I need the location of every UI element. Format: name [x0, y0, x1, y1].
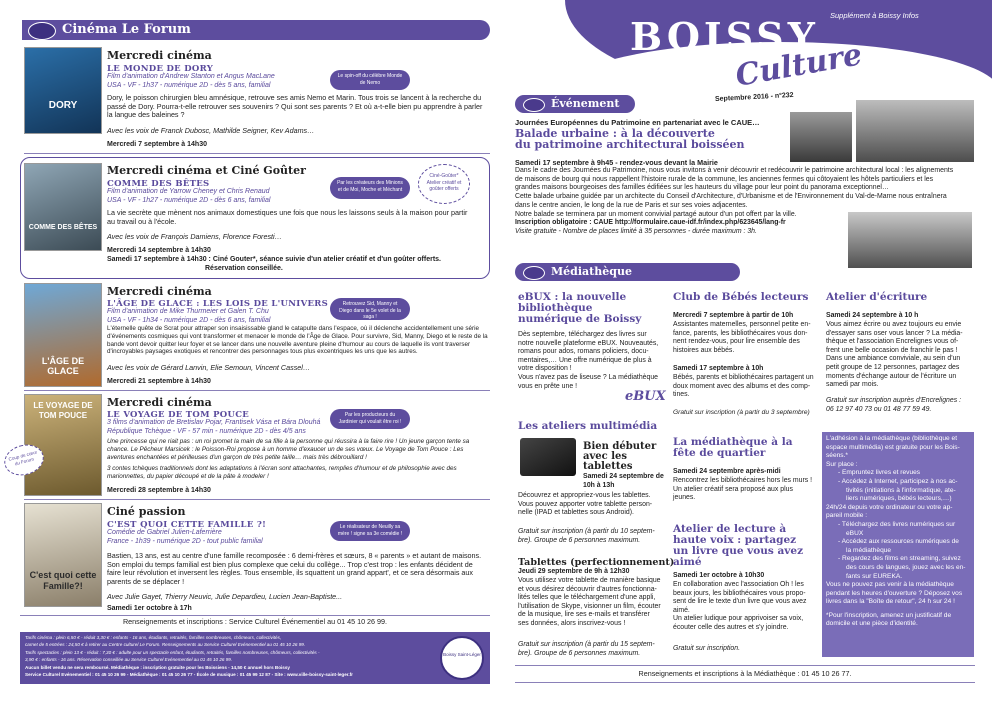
infobox-line: liers numériques, bébés lecteurs,…)	[846, 495, 952, 503]
tarifs-line: 3,90 € : enfants - 16 ans. Réservation conseillée au Service Culturel Evénementiel au 01 45 10 26 99.	[25, 657, 233, 663]
star-icon	[523, 98, 545, 112]
event-date: Samedi 17 septembre à 9h45 - rendez-vous devant la Mairie	[515, 158, 718, 167]
infobox-line: tivités (initiations à l'informatique, ate-	[846, 486, 956, 494]
infobox-line: - Regardez des films en streaming, suivez	[838, 555, 961, 563]
film-title: LE VOYAGE DE TOM POUCE	[107, 410, 250, 420]
tablet-photo	[520, 438, 576, 476]
infobox-line: pareil mobile :	[826, 512, 868, 520]
bebes-text-1	[673, 321, 823, 355]
tarifs-line: carnet de 5 entrées : 24,50 € à retirer au Centre culturel Le Forum. Renseignements au Service Culturel Evénementiel au 01 45 10 26 99.	[25, 642, 306, 648]
perf-line: lités telles que le téléchargement d'une appli,	[518, 594, 656, 602]
event-kicker: Journées Européennes du Patrimoine en partenariat avec le CAUE…	[515, 118, 760, 127]
event-inscription: Inscription obligatoire : CAUE http://formulaire.caue-idf.fr/index.php/623645/lang-fr	[515, 219, 786, 227]
lecture-note: Gratuit sur inscription.	[673, 645, 741, 652]
film-date: Mercredi 28 septembre à 14h30	[107, 487, 211, 494]
perf-note-line: bre). Groupe de 6 personnes maximum.	[518, 649, 641, 657]
bebes-line: histoires aux bébés.	[673, 346, 735, 354]
lecture-title-line: Atelier de lecture à	[673, 523, 787, 535]
film-meta-line: République Tchèque - VF - 57 min - numérique 2D - dès 4/5 ans	[107, 427, 306, 435]
film-meta-line: Film d'animation de Mike Thurmeier et Galen T. Chu	[107, 308, 269, 315]
infobox-line: - Téléchargez des livres numériques sur	[838, 520, 956, 528]
ecriture-line: Dans une ambiance conviviale, au sein d'un	[826, 355, 961, 363]
tablettes-note	[518, 528, 668, 545]
adhesion-text	[826, 435, 972, 629]
ecriture-line: moments d'échange autour de l'écriture un	[826, 372, 957, 380]
ebux-line: vous en prête une !	[518, 382, 577, 390]
ebux-line: mentaires,… Une offre numérique de plus à	[518, 356, 652, 364]
infobox-line: pendant les heures d'ouverture ? Déposez vos	[826, 589, 963, 597]
bebes-line: tines.	[673, 391, 690, 399]
ebux-title	[518, 292, 668, 325]
film-bubble: Le spin-off du célèbre Monde de Nemo	[330, 70, 410, 90]
infobox-line: L'adhésion à la médiathèque (bibliothèque et	[826, 435, 958, 442]
film-description-2: 3 contes tchèques traditionnels dont les adaptations à l'écran sont attachantes, remplies d'humour et de philosophie avec des marionnettes, du papier découpé et de la pâte à modeler !	[107, 465, 457, 480]
ebux-logo: eBUX	[625, 389, 666, 404]
tablettes-title-line: avec les	[583, 451, 628, 462]
tablettes-line: Vous pouvez apporter votre tablette person-	[518, 500, 653, 508]
ebux-line: notre nouvelle plateforme eBUX. Nouveautés,	[518, 339, 659, 347]
perf-line: Vous utilisez votre tablette de manière basique	[518, 577, 661, 584]
coup-de-coeur-stamp: Coup de cœur du Forum	[1, 440, 47, 479]
film-description: La vie secrète que mènent nos animaux domestiques une fois que nous les laissons seuls à la maison pour partir au travail ou à l'école.	[107, 208, 468, 226]
poster-age-de-glace	[24, 283, 102, 387]
perf-date: Jeudi 29 septembre de 9h à 12h30	[518, 568, 630, 575]
poster-comme-des-betes	[24, 163, 102, 251]
film-bubble: Le réalisateur de Neuilly sa mère ! signe sa 3e comédie !	[330, 521, 410, 541]
infobox-line: la médiathèque	[846, 546, 892, 554]
lecture-title-line: aimé	[673, 556, 702, 568]
tarifs-line: Aucun billet vendu ne sera remboursé. Médiathèque : inscription gratuite pour les Boissiens - 14,50 € annuel hors Boissy	[25, 664, 290, 670]
ebux-line: votre disposition !	[518, 365, 572, 373]
mediatheque-title: Médiathèque	[551, 265, 632, 278]
photo-house-1	[790, 112, 852, 162]
film-bubble: Par les producteurs du Jardinier qui voulait être roi !	[330, 409, 410, 429]
film-meta	[107, 419, 332, 436]
ecriture-note	[826, 397, 976, 414]
bebes-title: Club de Bébés lecteurs	[673, 291, 809, 303]
tablettes-title	[583, 442, 656, 472]
contact-line: Service Culturel Evénementiel : 01 45 10 26 99 - Médiathèque : 01 45 10 26 77 - École de musique : 01 45 99 12 87 - Site : www.ville-boissy-saint-leger.fr	[25, 672, 353, 678]
poster-label: LE VOYAGE DE TOM POUCE	[33, 401, 93, 420]
infobox-line: Sur place :	[826, 460, 858, 468]
poster-dory	[24, 47, 102, 134]
fete-title	[673, 437, 793, 459]
ebux-line: Dès septembre, téléchargez des livres sur	[518, 331, 647, 338]
tablettes-date: Samedi 24 septembre de 10h à 13h	[583, 473, 664, 489]
film-heading: Mercredi cinéma	[107, 285, 212, 298]
divider	[24, 499, 490, 500]
film-date-gouter: Samedi 17 septembre à 14h30 : Ciné Gouter*, séance suivie d'un atelier créatif et d'un goûter offerts.	[107, 256, 441, 263]
ebux-title-line: numérique de Boissy	[518, 313, 642, 325]
film-heading: Mercredi cinéma et Ciné Goûter	[107, 164, 306, 177]
event-title-2: du patrimoine architectural boisséen	[515, 138, 745, 151]
poster-label: COMME DES BÊTES	[28, 224, 98, 231]
film-meta-line: France - 1h39 - numérique 2D - tout public familial	[107, 537, 263, 545]
event-line: Dans le cadre des Journées du Patrimoine, nous vous invitons à venir découvrir et redécouvrir le patrimoine architectural local : les alignements	[515, 167, 954, 174]
film-date: Mercredi 7 septembre à 14h30	[107, 141, 207, 148]
film-meta-line: USA - VF - 1h27 - numérique 2D - dès 6 ans, familial	[107, 196, 271, 204]
bebes-line: nent rendez-vous, pour lire ensemble des	[673, 338, 800, 346]
film-meta-line: USA - VF - 1h34 - numérique 2D - dès 6 ans, familial	[107, 316, 271, 324]
tablettes-title-line: Bien débuter	[583, 441, 657, 452]
film-description: Dory, le poisson chirurgien bleu amnésique, retrouve ses amis Nemo et Marin. Tous trois se lancent à la recherche du passé de Dory. Pourra-t-elle retrouver ses souvenirs ? Qui sont ses parents ? Et où a-t-elle bien pu apprendre à parler la langue des baleines ?	[107, 93, 483, 120]
film-title: COMME DES BÊTES	[107, 179, 210, 189]
event-line: grandes maisons bourgeoises des familles édifiées sur les hauteurs du village pour leur point du panorama exceptionnel…	[515, 184, 889, 192]
lecture-title	[673, 524, 803, 568]
lecture-line: Un atelier ludique pour apprivoiser sa voix,	[673, 615, 804, 623]
film-heading: Mercredi cinéma	[107, 49, 212, 62]
divider	[24, 153, 490, 154]
tablettes-line: nelle (IPAD et tablettes sous Android).	[518, 509, 634, 517]
lecture-line: En collaboration avec l'association Oh ! les	[673, 581, 804, 588]
poster-cest-quoi-cette-famille	[24, 503, 102, 607]
film-bubble: Retrouvez Sid, Manny et Diego dans le 5e volet de la saga !	[330, 298, 410, 320]
infobox-line: eBUX	[846, 529, 864, 537]
ecriture-title: Atelier d'écriture	[826, 291, 928, 303]
film-reel-icon	[28, 22, 56, 40]
lecture-line: beaux jours, les bibliothécaires vous propo-	[673, 589, 806, 597]
film-heading: Ciné passion	[107, 505, 186, 518]
film-heading: Mercredi cinéma	[107, 396, 212, 409]
ebux-line: romans pour ados, romans policiers, docu-	[518, 348, 649, 356]
film-meta	[107, 73, 327, 90]
film-voices: Avec les voix de François Damiens, Florence Foresti…	[107, 232, 282, 241]
poster-label: L'ÂGE DE GLACE	[41, 356, 85, 376]
divider	[24, 390, 490, 391]
fete-text	[673, 477, 823, 503]
event-line: Cette balade urbaine guidée par un architecte du Conseil d'Architecture, d'Urbanisme et de l'Environnement du Val-de-Marne nous entraînera	[515, 193, 947, 201]
event-visit: Visite gratuite - Nombre de places limité à 35 personnes - durée maximum : 3h.	[515, 227, 757, 235]
bebes-date-1: Mercredi 7 septembre à partir de 10h	[673, 312, 794, 319]
infobox-line: domicile et une pièce d'identité.	[826, 620, 918, 628]
tablettes-line: Découvrez et appropriez-vous les tablettes.	[518, 492, 651, 499]
film-voices: Avec les voix de Franck Dubosc, Mathilde Seigner, Kev Adams…	[107, 126, 315, 135]
bebes-text-2	[673, 374, 823, 400]
lecture-line: sent de lire le texte d'un livre que vous avez	[673, 598, 807, 606]
book-icon	[523, 266, 545, 280]
ecriture-text	[826, 321, 976, 390]
town-logo: Boissy Saint-Léger	[440, 636, 484, 680]
film-meta-line: Film d'animation de Yarrow Cheney et Chris Renaud	[107, 188, 270, 195]
infobox-line: fants sur EUREKA.	[846, 572, 903, 580]
film-voices: Avec Julie Gayet, Thierry Neuvic, Julie Depardieu, Lucien Jean-Baptiste...	[107, 592, 343, 601]
infobox-line: des cours de langues, jouez avec les en-	[846, 563, 966, 571]
ecriture-date: Samedi 24 septembre à 10 h	[826, 312, 919, 319]
cinema-reservations: Renseignements et inscriptions : Service Culturel Événementiel au 01 45 10 26 99.	[20, 615, 490, 629]
film-meta	[107, 308, 327, 325]
ecriture-line: d'essayer sans oser vous lancer ? La média-	[826, 329, 963, 337]
film-meta	[107, 188, 327, 205]
bebes-note: Gratuit sur inscription (à partir du 3 septembre)	[673, 409, 810, 416]
tablettes-note-line: Gratuit sur inscription (à partir du 10 septem-	[518, 528, 655, 535]
ebux-title-line: bibliothèque	[518, 302, 593, 314]
lecture-text	[673, 581, 823, 633]
perf-line: de la musique, lire ses e-mails et transférer	[518, 611, 650, 619]
supplement-label: Supplément à Boissy Infos	[830, 11, 919, 20]
perf-note	[518, 641, 668, 658]
fete-line: Rencontrez les bibliothécaires hors les murs !	[673, 477, 813, 484]
ecriture-note-line: Gratuit sur inscription auprès d'Encrelignes :	[826, 397, 961, 404]
perf-text	[518, 577, 668, 629]
ebux-text	[518, 331, 666, 391]
infobox-line: - Accédez aux ressources numériques de	[838, 538, 959, 546]
fete-line: jeunes.	[673, 494, 696, 502]
mediatheque-footer: Renseignements et inscriptions à la Médiathèque : 01 45 10 26 77.	[515, 665, 975, 683]
bebes-line: fance, parents, les bibliothécaires vous don-	[673, 329, 808, 337]
event-line: Notre balade se terminera par un moment convivial partagé autour d'un pot offert par la ville.	[515, 210, 797, 218]
bebes-line: Assistantes maternelles, personnel petite en-	[673, 321, 811, 328]
tablettes-title-line: tablettes	[583, 461, 633, 472]
film-voices: Avec les voix de Gérard Lanvin, Elie Semoun, Vincent Cassel…	[107, 363, 311, 372]
evenement-section-header	[515, 95, 635, 113]
tarifs-footer-text	[25, 634, 435, 678]
bebes-date-2: Samedi 17 septembre à 10h	[673, 365, 764, 372]
photo-house-2	[856, 100, 974, 162]
film-date: Mercredi 21 septembre à 14h30	[107, 378, 211, 385]
film-title: L'ÂGE DE GLACE : LES LOIS DE L'UNIVERS	[107, 299, 329, 309]
bebes-line: Bébés, parents et bibliothécaires partagent un	[673, 374, 814, 381]
masthead-boissy: BOISSY	[630, 14, 819, 59]
film-meta-line: Film d'animation d'Andrew Stanton et Angus MacLane	[107, 73, 275, 80]
infobox-line: Vous ne pouvez pas venir à la médiathèque	[826, 581, 954, 589]
infobox-line: séens.*	[826, 452, 848, 460]
event-text	[515, 167, 975, 237]
perf-line: et vous désirez découvrir d'autres fonctionna-	[518, 585, 657, 593]
ecriture-line: Vous aimez écrire ou avez toujours eu envie	[826, 321, 962, 328]
film-description: Bastien, 13 ans, est au centre d'une famille recomposée : 6 demi-frères et sœurs, 8 « parents » et autant de maisons. Son emploi du temps familial est bien plus complexe que celui du collège... Trop c'est trop : les enfants décident de faire leur révolution et inversent les règles. Tous ensemble, ils squattent un grand appart', et ce sera désormais aux parents de se déplacer !	[107, 551, 482, 586]
ebux-title-line: eBUX : la nouvelle	[518, 291, 627, 303]
lecture-title-line: un livre que vous avez	[673, 545, 804, 557]
lecture-title-line: haute voix : partagez	[673, 534, 797, 546]
poster-tom-pouce	[24, 394, 102, 496]
infobox-line: *Pour l'inscription, amenez un justificatif de	[826, 611, 952, 619]
ecriture-note-line: 06 12 97 40 73 ou 01 48 77 59 49.	[826, 405, 932, 413]
fete-title-line: La médiathèque à la	[673, 436, 793, 448]
film-description: Une princesse qui ne riait pas : un roi promet la main de sa fille à la personne qui réussira à la faire rire ! Un jeune garçon tente sa chance. Le Pêcheur Marsicek : le Poisson-Roi propose à un homme d'exaucer un de ses vœux. Le Voyage de Tom Pouce : Les aventures enchantées et périlleuses d'un garçon de très petite taille… mais très débrouillard !	[107, 438, 470, 461]
perf-line: ses données, alors inscrivez-vous !	[518, 619, 626, 627]
ecriture-line: frent une belle occasion de franchir le pas !	[826, 346, 958, 354]
infobox-line: - Empruntez livres et revues	[838, 469, 921, 477]
ecriture-line: samedi par mois.	[826, 381, 879, 389]
infobox-line: 24h/24 depuis votre ordinateur ou votre ap-	[826, 503, 953, 511]
film-title: LE MONDE DE DORY	[107, 64, 214, 74]
tarifs-line: Tarifs cinéma : plein 6,50 € - réduit 3,30 € : enfants - 16 ans, étudiants, retraités, familles nombreuses, chômeurs, collectivités,	[25, 635, 282, 640]
masthead-culture: Culture	[732, 37, 865, 94]
ecriture-line: petit groupe de 12 personnes, partagez des	[826, 363, 960, 371]
event-line: dans le centre ancien, le long de la rue de Paris et sur ses voies adjacentes.	[515, 201, 748, 209]
lecture-line: écouter celle des autres et s'y joindre.	[673, 623, 789, 631]
film-meta-line: Comédie de Gabriel Julien-Laferrière	[107, 529, 222, 536]
mediatheque-section-header	[515, 263, 740, 281]
ecriture-line: thèque et l'association Encrelignes vous of-	[826, 338, 959, 346]
ebux-line: Vous n'avez pas de liseuse ? La médiathèque	[518, 373, 658, 381]
cinema-section-title: Cinéma Le Forum	[62, 22, 191, 37]
event-title-1: Balade urbaine : à la découverte	[515, 127, 715, 140]
cinema-section-header	[22, 20, 490, 40]
infobox-line: espace multimédia) est gratuite pour les Bois-	[826, 443, 960, 451]
tarifs-line: Tarifs spectacles : plein 13 € - réduit : 7,30 € : adulte pour un spectacle enfant, étudiants, retraités, familles nombreuses, chômeurs, collectivités -	[25, 649, 320, 655]
film-description: L'éternelle quête de Scrat pour attraper son insaisissable gland le catapulte dans l'espace, où il déclenche accidentellement une série d'événements cosmiques qui vont transformer et menacer le monde de l'Âge de Glace. Pour survivre, Sid, Manny, Diego et le reste de la bande vont devoir quitter leur foyer et se lancer dans une nouvelle aventure pleine d'humour au cours de laquelle ils vont traverser d'incroyables paysages exotiques et rencontrer des personnages tous plus excentriques les uns que les autres.	[107, 325, 488, 356]
fete-date: Samedi 24 septembre après-midi	[673, 468, 781, 475]
event-line: de maisons de bourg qui nous rappellent l'histoire rurale de la commune, les anciennes fermes qui côtoyaient les hôtels particuliers et les	[515, 175, 934, 183]
ateliers-title: Les ateliers multimédia	[518, 420, 658, 432]
bebes-line: doux moment avec des albums et des comp-	[673, 382, 811, 390]
tablettes-note-line: bre). Groupe de 6 personnes maximum.	[518, 536, 641, 544]
film-meta-line: USA - VF - 1h37 - numérique 2D - dès 5 ans, familial	[107, 81, 271, 89]
perf-title: Tablettes (perfectionnement)	[518, 557, 675, 568]
evenement-title: Événement	[551, 97, 620, 110]
poster-label: DORY	[48, 100, 78, 111]
infobox-line: - Accédez à Internet, participez à nos ac-	[838, 477, 958, 485]
issue-number: Septembre 2016 - n°232	[714, 91, 794, 104]
film-date: Samedi 1er octobre à 17h	[107, 605, 192, 612]
film-reservation: Réservation conseillée.	[205, 265, 283, 272]
fete-line: Un atelier créatif sera proposé aux plus	[673, 485, 793, 493]
tablettes-text	[518, 492, 668, 518]
film-bubble: Par les créateurs des Minions et de Moi, Moche et Méchant	[330, 177, 410, 199]
cine-gouter-stamp: Ciné-Goûter* Atelier créatif et goûter offerts	[418, 164, 470, 204]
lecture-line: aimé.	[673, 606, 690, 614]
perf-line: l'utilisation de Skype, visionner un film, écouter	[518, 602, 661, 610]
film-meta	[107, 529, 327, 546]
film-title: C'EST QUOI CETTE FAMILLE ?!	[107, 520, 267, 530]
infobox-line: livres dans la "Boîte de retour", 24 h sur 24 !	[826, 598, 955, 606]
fete-title-line: fête de quartier	[673, 447, 766, 459]
film-date: Mercredi 14 septembre à 14h30	[107, 247, 211, 254]
poster-label: C'est quoi cette Famille?!	[29, 570, 97, 591]
perf-note-line: Gratuit sur inscription (à partir du 15 septem-	[518, 641, 655, 648]
lecture-date: Samedi 1er octobre à 10h30	[673, 572, 765, 579]
film-meta-line: 3 films d'animation de Bretislav Pojar, Frantisek Vása et Bára Dlouhá	[107, 419, 321, 426]
